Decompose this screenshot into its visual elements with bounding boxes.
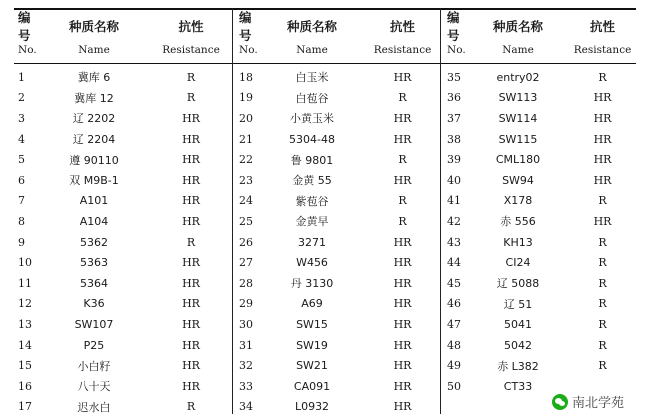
cell-no: 17 (14, 400, 38, 413)
table-row (14, 149, 232, 170)
cell-resistance: HR (150, 256, 232, 269)
cell-name: 5304-48 (259, 133, 365, 146)
table-row (232, 108, 440, 129)
cell-resistance: R (150, 71, 232, 84)
cell-name: entry02 (467, 71, 569, 84)
cell-name: 5363 (38, 256, 150, 269)
cell-name: 3271 (259, 236, 365, 249)
table-row (14, 314, 232, 335)
table-row (14, 108, 232, 129)
table-block-1 (14, 8, 232, 414)
cell-name: 赤 L382 (467, 358, 569, 374)
cell-resistance: R (365, 153, 440, 166)
cell-name: 丹 3130 (259, 275, 365, 291)
table-row (14, 67, 232, 88)
cell-no: 13 (14, 318, 38, 331)
cell-name: A69 (259, 297, 365, 310)
cell-name: SW113 (467, 91, 569, 104)
cell-name: 八十天 (38, 378, 150, 394)
table-row (440, 88, 636, 109)
table-row (440, 335, 636, 356)
cell-name: A101 (38, 194, 150, 207)
cell-no: 16 (14, 380, 38, 393)
cell-resistance: HR (569, 215, 636, 228)
header-resistance: 抗性 (150, 17, 232, 35)
header-name: 种质名称 (38, 17, 150, 35)
cell-resistance: R (569, 297, 636, 310)
wechat-icon (552, 394, 568, 410)
cell-name: 5042 (467, 339, 569, 352)
cell-resistance: HR (365, 400, 440, 413)
resistance-table (14, 8, 636, 414)
cell-resistance: HR (365, 359, 440, 372)
cell-resistance: R (569, 318, 636, 331)
table-row (14, 335, 232, 356)
table-row (232, 191, 440, 212)
table-header (232, 10, 440, 63)
cell-resistance: R (150, 91, 232, 104)
cell-name: 白玉米 (259, 69, 365, 85)
table-row (232, 335, 440, 356)
cell-no: 14 (14, 339, 38, 352)
cell-no: 18 (232, 71, 259, 84)
cell-resistance: HR (365, 133, 440, 146)
cell-no: 43 (440, 236, 467, 249)
cell-name: CML180 (467, 153, 569, 166)
cell-no: 20 (232, 112, 259, 125)
header-name: 种质名称 (259, 17, 365, 35)
cell-no: 39 (440, 153, 467, 166)
cell-no: 44 (440, 256, 467, 269)
table-row (232, 252, 440, 273)
table-row (232, 273, 440, 294)
cell-resistance: HR (150, 297, 232, 310)
cell-resistance: R (569, 256, 636, 269)
table-row (440, 252, 636, 273)
cell-resistance: HR (150, 133, 232, 146)
cell-name: 辽 2204 (38, 131, 150, 147)
table-block-3 (440, 8, 636, 414)
cell-name: 双 M9B-1 (38, 172, 150, 188)
cell-resistance: R (150, 236, 232, 249)
cell-name: 金黄 55 (259, 172, 365, 188)
cell-resistance: R (365, 194, 440, 207)
cell-name: 辽 51 (467, 296, 569, 312)
cell-name: 冀库 12 (38, 90, 150, 106)
cell-resistance: R (569, 359, 636, 372)
watermark (548, 391, 628, 412)
cell-no: 26 (232, 236, 259, 249)
table-row (14, 170, 232, 191)
cell-no: 11 (14, 277, 38, 290)
cell-name: 白苞谷 (259, 90, 365, 106)
cell-resistance: HR (365, 236, 440, 249)
cell-resistance: R (569, 339, 636, 352)
cell-no: 23 (232, 174, 259, 187)
table-row (14, 211, 232, 232)
cell-name: 遵 90110 (38, 152, 150, 168)
header-resistance: Resistance (365, 44, 440, 56)
cell-no: 49 (440, 359, 467, 372)
table-row (14, 88, 232, 109)
cell-no: 30 (232, 318, 259, 331)
cell-resistance: HR (365, 297, 440, 310)
table-row (232, 314, 440, 335)
header-resistance: Resistance (569, 44, 636, 56)
cell-no: 42 (440, 215, 467, 228)
cell-no: 31 (232, 339, 259, 352)
cell-resistance: HR (150, 380, 232, 393)
cell-no: 29 (232, 297, 259, 310)
cell-resistance: R (569, 71, 636, 84)
cell-no: 8 (14, 215, 38, 228)
header-name: Name (467, 44, 569, 56)
cell-resistance: HR (150, 318, 232, 331)
cell-resistance: HR (365, 277, 440, 290)
table-row (232, 170, 440, 191)
cell-resistance: HR (569, 133, 636, 146)
cell-name: SW115 (467, 133, 569, 146)
table-row (440, 294, 636, 315)
cell-name: 鲁 9801 (259, 152, 365, 168)
cell-no: 27 (232, 256, 259, 269)
cell-no: 47 (440, 318, 467, 331)
cell-name: KH13 (467, 236, 569, 249)
cell-name: 冀库 6 (38, 69, 150, 85)
cell-resistance: HR (150, 153, 232, 166)
table-row (14, 397, 232, 417)
cell-no: 2 (14, 91, 38, 104)
cell-name: W456 (259, 256, 365, 269)
table-row (440, 232, 636, 253)
cell-name: 小黄玉米 (259, 110, 365, 126)
cell-no: 4 (14, 133, 38, 146)
cell-no: 21 (232, 133, 259, 146)
cell-no: 9 (14, 236, 38, 249)
cell-resistance: HR (150, 339, 232, 352)
cell-no: 38 (440, 133, 467, 146)
cell-resistance: R (365, 215, 440, 228)
cell-name: A104 (38, 215, 150, 228)
cell-no: 50 (440, 380, 467, 393)
cell-resistance: R (569, 277, 636, 290)
header-name: 种质名称 (467, 17, 569, 35)
cell-resistance: R (569, 194, 636, 207)
table-row (232, 232, 440, 253)
table-row (232, 294, 440, 315)
cell-no: 48 (440, 339, 467, 352)
table-header (440, 10, 636, 63)
table-header (14, 10, 232, 63)
cell-no: 35 (440, 71, 467, 84)
header-no: No. (14, 44, 38, 56)
table-row (14, 191, 232, 212)
cell-resistance: HR (150, 215, 232, 228)
header-no: No. (440, 44, 467, 56)
cell-resistance: R (150, 400, 232, 413)
cell-resistance: HR (365, 174, 440, 187)
table-row (14, 294, 232, 315)
table-row (440, 108, 636, 129)
cell-no: 45 (440, 277, 467, 290)
header-no: 编号 (440, 8, 467, 44)
cell-resistance: HR (150, 174, 232, 187)
cell-name: CT33 (467, 380, 569, 393)
cell-resistance: R (365, 91, 440, 104)
table-row (440, 314, 636, 335)
cell-resistance: HR (365, 380, 440, 393)
cell-no: 6 (14, 174, 38, 187)
cell-no: 32 (232, 359, 259, 372)
header-name: Name (259, 44, 365, 56)
cell-no: 28 (232, 277, 259, 290)
table-row (440, 67, 636, 88)
cell-name: SW21 (259, 359, 365, 372)
cell-resistance: HR (365, 256, 440, 269)
cell-no: 1 (14, 71, 38, 84)
cell-no: 33 (232, 380, 259, 393)
cell-no: 7 (14, 194, 38, 207)
cell-no: 25 (232, 215, 259, 228)
cell-resistance: HR (150, 277, 232, 290)
cell-no: 12 (14, 297, 38, 310)
cell-resistance: HR (365, 71, 440, 84)
table-row (232, 397, 440, 417)
cell-no: 5 (14, 153, 38, 166)
cell-name: K36 (38, 297, 150, 310)
cell-no: 22 (232, 153, 259, 166)
table-block-2 (232, 8, 440, 414)
table-row (440, 129, 636, 150)
cell-no: 34 (232, 400, 259, 413)
cell-no: 15 (14, 359, 38, 372)
table-row (14, 252, 232, 273)
cell-no: 24 (232, 194, 259, 207)
cell-resistance: HR (365, 339, 440, 352)
table-row (232, 88, 440, 109)
cell-resistance: HR (365, 112, 440, 125)
header-resistance: Resistance (150, 44, 232, 56)
cell-no: 37 (440, 112, 467, 125)
cell-name: 5364 (38, 277, 150, 290)
table-row (232, 211, 440, 232)
cell-name: 5362 (38, 236, 150, 249)
table-row (440, 211, 636, 232)
cell-name: 紫苞谷 (259, 193, 365, 209)
cell-resistance: HR (569, 91, 636, 104)
cell-name: 小白籽 (38, 358, 150, 374)
cell-name: SW107 (38, 318, 150, 331)
table-row (440, 191, 636, 212)
cell-resistance: HR (569, 112, 636, 125)
table-row (14, 273, 232, 294)
cell-no: 40 (440, 174, 467, 187)
cell-no: 10 (14, 256, 38, 269)
table-row (440, 170, 636, 191)
cell-name: 金黄早 (259, 213, 365, 229)
header-no: 编号 (14, 8, 38, 44)
table-row (440, 273, 636, 294)
cell-no: 19 (232, 91, 259, 104)
header-resistance: 抗性 (365, 17, 440, 35)
cell-resistance: HR (150, 112, 232, 125)
table-row (440, 355, 636, 376)
table-row (232, 376, 440, 397)
table-row (232, 355, 440, 376)
cell-name: SW114 (467, 112, 569, 125)
cell-name: SW15 (259, 318, 365, 331)
cell-name: P25 (38, 339, 150, 352)
cell-no: 3 (14, 112, 38, 125)
cell-name: SW94 (467, 174, 569, 187)
header-name: Name (38, 44, 150, 56)
table-row (14, 355, 232, 376)
table-row (232, 149, 440, 170)
cell-resistance: HR (569, 174, 636, 187)
cell-resistance: HR (365, 318, 440, 331)
cell-name: CI24 (467, 256, 569, 269)
watermark-text: 南北学苑 (572, 392, 624, 411)
table-row (14, 129, 232, 150)
cell-name: 辽 5088 (467, 275, 569, 291)
cell-no: 41 (440, 194, 467, 207)
cell-no: 36 (440, 91, 467, 104)
cell-name: X178 (467, 194, 569, 207)
table-row (14, 376, 232, 397)
table-row (440, 149, 636, 170)
cell-name: 赤 556 (467, 213, 569, 229)
cell-name: L0932 (259, 400, 365, 413)
cell-name: 5041 (467, 318, 569, 331)
cell-resistance: HR (150, 194, 232, 207)
cell-name: 迟水白 (38, 399, 150, 415)
cell-name: 辽 2202 (38, 110, 150, 126)
cell-resistance: HR (569, 153, 636, 166)
cell-name: SW19 (259, 339, 365, 352)
table-row (14, 232, 232, 253)
table-row (232, 67, 440, 88)
header-resistance: 抗性 (569, 17, 636, 35)
header-no: 编号 (232, 8, 259, 44)
table-row (232, 129, 440, 150)
cell-no: 46 (440, 297, 467, 310)
cell-name: CA091 (259, 380, 365, 393)
header-no: No. (232, 44, 259, 56)
cell-resistance: HR (150, 359, 232, 372)
cell-resistance: R (569, 236, 636, 249)
